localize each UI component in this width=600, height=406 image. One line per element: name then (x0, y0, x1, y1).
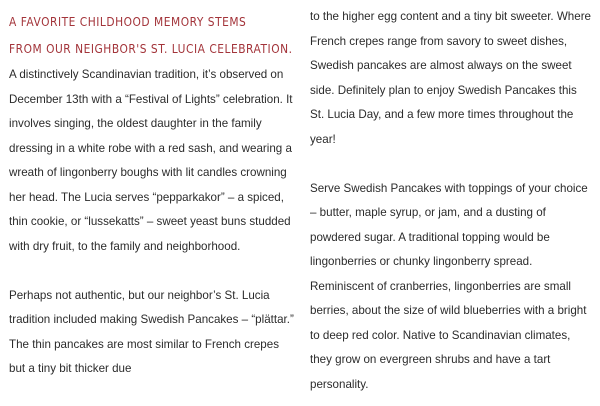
paragraph-spacer (310, 152, 594, 177)
section-heading (9, 8, 293, 62)
right-paragraph-1: to the higher egg content and a tiny bit sweeter. Where French crepes range from savory to sweet dishes, Swedish pancakes are almost always on the sweet side. Definitely plan to enjoy Swedish Pancakes this St. Lucia Day, and a few more times throughout the year! (310, 10, 592, 146)
heading-line-1: A FAVORITE CHILDHOOD MEMORY STEMS (9, 14, 247, 29)
right-paragraph-2: Serve Swedish Pancakes with toppings of your choice – butter, maple syrup, or jam, and a dusting of powdered sugar. A traditional topping would be lingonberries or chunky lingonberry spread. Reminiscent of cranberries, lingonberries are small berries, about the size of wild blueberries with a bright to deep red color. Native to Scandinavian climates, they grow on evergreen shrubs and have a tart personality. (310, 181, 588, 391)
heading-line-2: FROM OUR NEIGHBOR'S ST. LUCIA CELEBRATION. (9, 41, 293, 56)
left-paragraph-2: Perhaps not authentic, but our neighbor’s St. Lucia tradition included making Swedish Pancakes – “plättar.” The thin pancakes are most similar to French crepes but a tiny bit thicker due (9, 288, 294, 375)
left-paragraph-1: A distinctively Scandinavian tradition, it’s observed on December 13th with a “Festival of Lights” celebration. It involves singing, the oldest daughter in the family dressing in a white robe with a red sash, and wearing a wreath of lingonberry boughs with lit candles crowning her head. The Lucia serves “pepparkakor” – a spiced, thin cookie, or “lussekatts” – sweet yeast buns studded with dry fruit, to the family and neighborhood. (9, 68, 293, 253)
paragraph-spacer (9, 259, 294, 284)
right-column (300, 0, 600, 406)
